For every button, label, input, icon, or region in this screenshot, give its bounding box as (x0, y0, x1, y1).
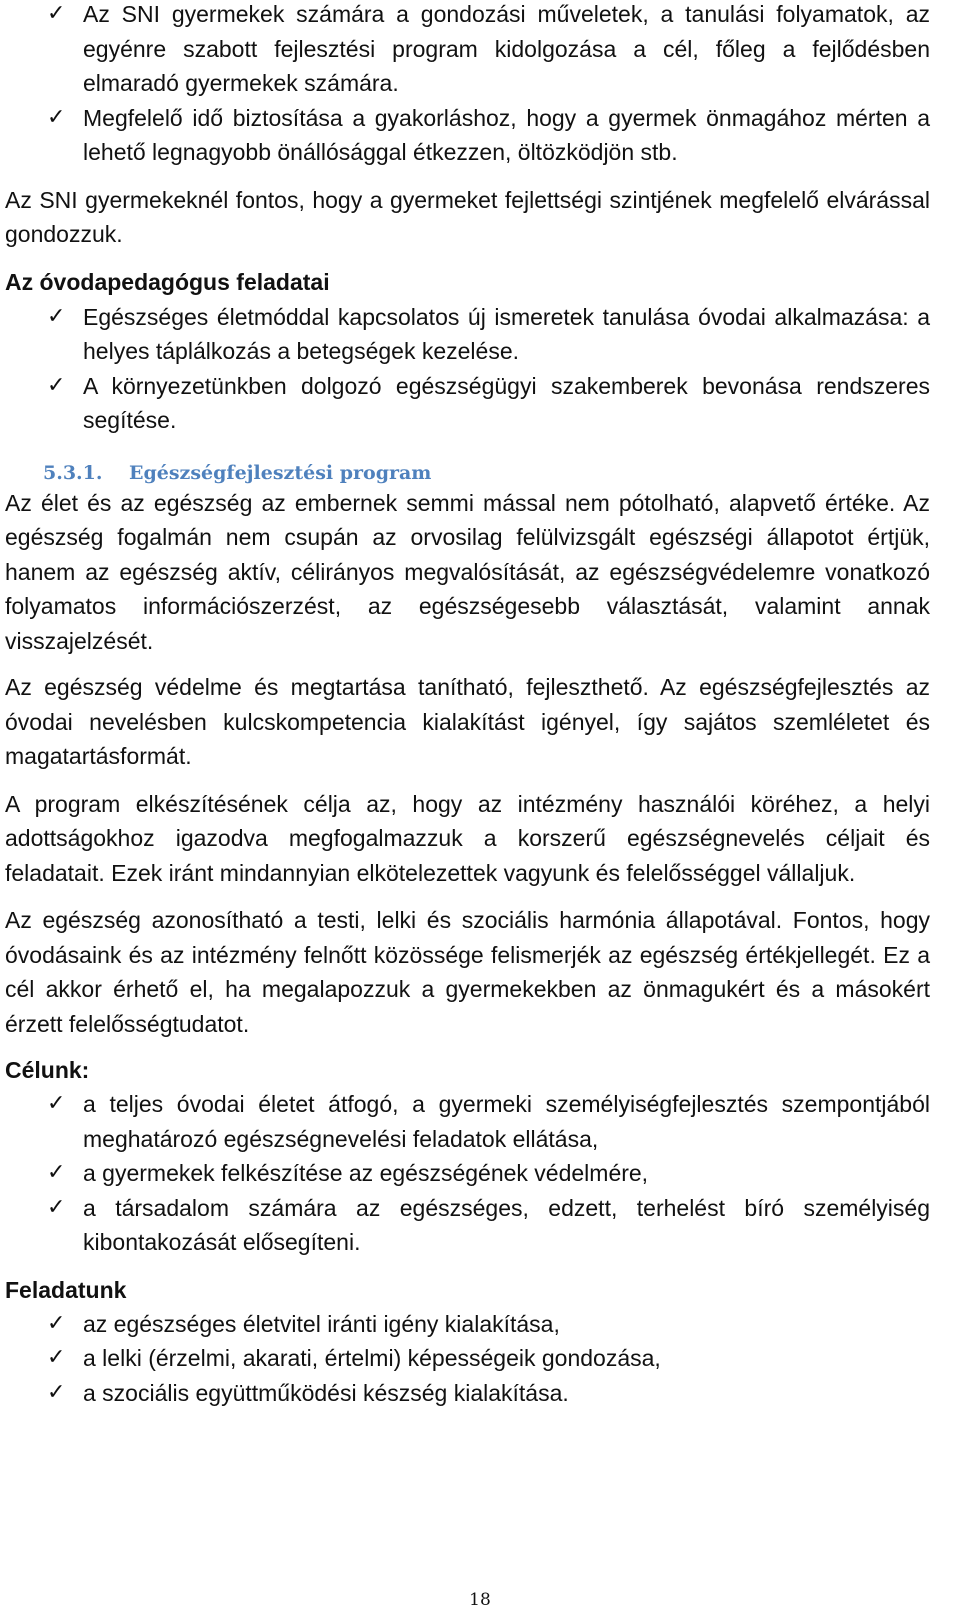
body-paragraph: A program elkészítésének célja az, hogy az intézmény használói köréhez, a helyi adottságokhoz igazodva megfogalmazzuk a korszerű egészségnevelés céljait és feladatait. Ezek iránt mindannyian elkötelezettek vagyunk és felelősséggel vállaljuk. (5, 790, 930, 886)
checkmark-icon: ✓ (47, 1, 66, 26)
list-item-text: Egészséges életmóddal kapcsolatos új ismeretek tanulása óvodai alkalmazása: a helyes táplálkozás a betegségek kezelése. (83, 303, 930, 364)
document-page (5, 0, 930, 1410)
list-item-text: az egészséges életvitel iránti igény kialakítása, (83, 1310, 560, 1337)
teacher-tasks-list (5, 300, 930, 438)
section-number: 5.3.1. (43, 461, 103, 484)
list-item (5, 300, 930, 369)
section-title: Egészségfejlesztési program (129, 461, 432, 484)
list-item-text: a társadalom számára az egészséges, edzett, terhelést bíró személyiség kibontakozását elősegíteni. (83, 1194, 930, 1255)
tasks-heading: Feladatunk (5, 1276, 127, 1303)
checkmark-icon: ✓ (47, 1310, 66, 1336)
list-item (5, 1191, 930, 1260)
sni-note-paragraph: Az SNI gyermekeknél fontos, hogy a gyermeket fejlettségi szintjének megfelelő elvárással gondozzuk. (5, 186, 930, 247)
list-item (5, 1341, 930, 1376)
list-item (5, 1376, 930, 1411)
list-item (5, 1307, 930, 1342)
list-item-text: A környezetünkben dolgozó egészségügyi szakemberek bevonása rendszeres segítése. (83, 372, 930, 433)
list-item-text: a lelki (érzelmi, akarati, értelmi) képességeik gondozása, (83, 1345, 661, 1371)
list-item-text: a teljes óvodai életet átfogó, a gyermeki személyiségfejlesztés szempontjából meghatározó egészségnevelési feladatok ellátása, (83, 1091, 930, 1152)
goals-heading: Célunk: (5, 1057, 90, 1083)
checkmark-icon: ✓ (47, 1345, 66, 1370)
checkmark-icon: ✓ (47, 1194, 66, 1220)
page-number: 18 (469, 1590, 491, 1610)
teacher-tasks-heading: Az óvodapedagógus feladatai (5, 268, 330, 295)
body-paragraph: Az élet és az egészség az embernek semmi mással nem pótolható, alapvető értéke. Az egészség fogalmán nem csupán az orvosilag felülvizsgált egészségi állapotot értjük, hanem az egészség aktív, célirányos megvalósítását, az egészségvédelemre vonatkozó folyamatos információszerzést, az egészségesebb választását, valamint annak visszajelzését. (5, 489, 930, 654)
checkmark-icon: ✓ (47, 1379, 66, 1405)
list-item (5, 1156, 930, 1191)
list-item (5, 1087, 930, 1156)
list-item-text: Megfelelő idő biztosítása a gyakorláshoz, hogy a gyermek önmagához mérten a lehető legnagyobb önállósággal étkezzen, öltözködjön stb. (83, 104, 930, 165)
list-item-text: Az SNI gyermekek számára a gondozási műveletek, a tanulási folyamatok, az egyénre szabott fejlesztési program kidolgozása a cél, főleg a fejlődésben elmaradó gyermekek számára. (83, 1, 930, 96)
list-item (5, 369, 930, 438)
list-item (5, 0, 930, 101)
body-paragraph: Az egészség azonosítható a testi, lelki és szociális harmónia állapotával. Fontos, hogy óvodásaink és az intézmény felnőtt közössége felismerjék az egészség értékjellegét. Ez a cél akkor érhető el, ha megalapozzuk a gyermekekben az önmagukért és a másokért érzett felelősségtudatot. (5, 907, 930, 1037)
checkmark-icon: ✓ (47, 372, 66, 398)
section-heading (5, 460, 930, 486)
goals-list (5, 1087, 930, 1260)
list-item-text: a szociális együttműködési készség kialakítása. (83, 1379, 569, 1406)
checkmark-icon: ✓ (47, 1091, 66, 1116)
top-bullet-list (5, 0, 930, 170)
list-item-text: a gyermekek felkészítése az egészségének védelmére, (83, 1160, 649, 1186)
checkmark-icon: ✓ (47, 303, 66, 329)
tasks-list (5, 1307, 930, 1411)
list-item (5, 101, 930, 170)
checkmark-icon: ✓ (47, 1160, 66, 1185)
checkmark-icon: ✓ (47, 104, 66, 130)
body-paragraph: Az egészség védelme és megtartása tanítható, fejleszthető. Az egészségfejlesztés az óvodai nevelésben kulcskompetencia kialakítást igényel, így sajátos szemléletet és magatartásformát. (5, 674, 930, 769)
